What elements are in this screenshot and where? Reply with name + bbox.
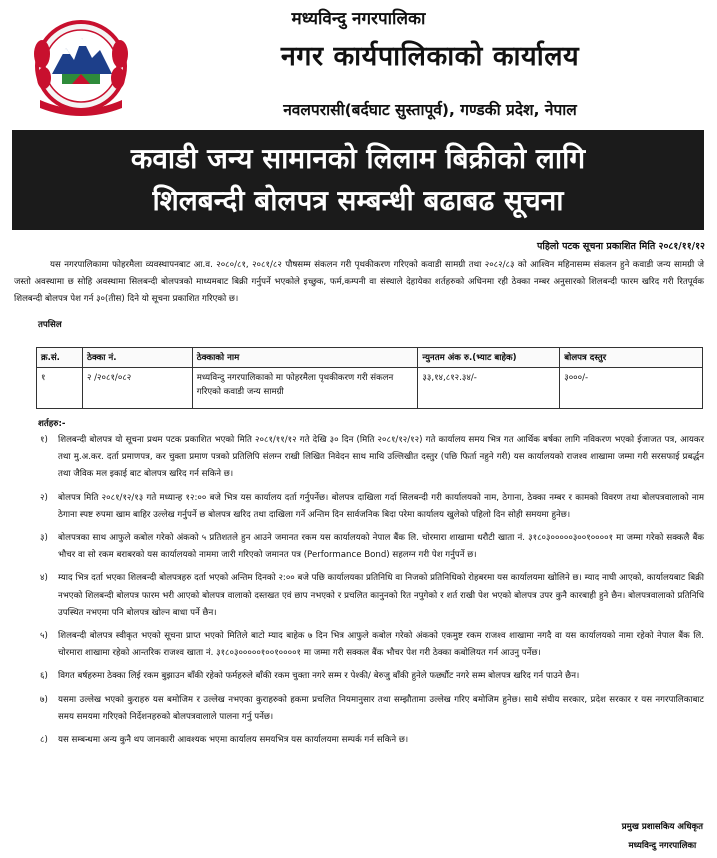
list-item (14, 530, 704, 564)
list-item (14, 692, 704, 726)
list-item (14, 570, 704, 622)
condition-text: यस सम्बन्धमा अन्य कुनै थप जानकारी आवश्यक भएमा कार्यालय समयभित्र यस कार्यालयमा सम्पर्क गर्न सकिने छ। (58, 735, 409, 746)
table-header-cell: ठेक्काको नाम (192, 348, 418, 368)
office-title: नगर कार्यपालिकाको कार्यालय (280, 41, 580, 72)
table-header-cell: बोलपत्र दस्तुर (560, 348, 703, 368)
signatory-title: प्रमुख प्रशासकिय अधिकृत (621, 822, 703, 832)
intro-paragraph: यस नगरपालिकामा फोहरमैला व्यवस्थापनबाट आ.व. २०८०/८१, २०८१/८२ पौषसम्म संकलन गरी पृथकीकरण गरिएको कवाडी सामग्री तथा २०८२/८३ को आश्विन महिनासम्म संकलन हुने कवाडी जन्य सामग्री जे जस्तो अवस्थामा छ सोहि अवस्थामा सिलबन्दी बोलपत्रको माध्यमबाट बिक्री गर्नुपर्ने भएकोले इच्छुक, फर्म,कम्पनी वा संस्थाले देहायेका शर्तहरुको अधिनमा रही ठेक्का नम्बर अनुसारको शिलबन्दी फारम खरिद गरी रितपूर्वक शिलबन्दी बोलपत्र पेश गर्न ३०(तीस) दिने यो सूचना प्रकाशित गरिएको छ। (14, 260, 704, 304)
condition-text: बोलपत्रका साथ आफुले कबोल गरेको अंकको ५ प्रतिशतले हुन आउने जमानत रकम यस कार्यालयको नेपाल बैंक लि. चोरमारा शाखामा धरौटी खाता नं. ३१८०३०००००३००१००००१ मा जम्मा गरेको सक्कलै बैंक भौचर वा सो रकम बराबरको यस कार्यालयको नाममा जारी गरिएको जमानत पत्र (Performance Bond) सहलग्न गरी पेश गर्नुपर्ने छ। (58, 533, 704, 561)
publication-date: पहिलो पटक सूचना प्रकाशित मिति २०८१/११/१२ (537, 241, 705, 252)
condition-text: म्याद भित्र दर्ता भएका शिलबन्दी बोलपत्रहरु दर्ता भएको अन्तिम दिनको २:०० बजे पछि कार्यालयका प्रतिनिधि वा निजको प्रतिनिधिको रोहबरमा यस कार्यालयमा खोलिने छ। म्याद नाघी आएको, कार्यालयबाट बिक्री नभएको शिलबन्दी बोलपत्र फारम भरी आएको बोलपत्र वालाको दस्तखत एवं छाप नभएको र प्रचलित कानुनको रित नपुगेको र शर्त राखी पेश भएको बोलपत्र उपर कुनै कारबाही हुने छैन। बोलपत्रवालाको प्रतिनिधि उपस्थित नभएमा पनि बोलपत्र खोल्न बाधा पर्ने छैन। (58, 573, 704, 618)
contract-table (36, 347, 703, 409)
condition-number: ३) (40, 533, 48, 544)
list-item (14, 432, 704, 484)
signature-block (622, 818, 703, 856)
list-item (14, 490, 704, 524)
condition-text: विगत बर्षहरुमा ठेक्का लिई रकम बुझाउन बाँकी रहेको फर्महरुले बाँकी रकम चुक्ता नगरे सम्म र पेश्की/ बेरुजु बाँकी हुनेले फर्छ्यौट नगरे सम्म बोलपत्र खरिद गर्न पाउने छैन। (58, 671, 580, 682)
conditions-list (14, 432, 704, 755)
table-cell: मध्यविन्दु नगरपालिकाको मा फोहरमैला पृथकीकरण गरी संकलन गरिएको कवाडी जन्य सामग्री (192, 368, 418, 409)
condition-number: १) (40, 435, 48, 445)
table-header-cell: क्र.सं. (37, 348, 83, 368)
list-item (14, 732, 704, 749)
condition-text: यसमा उल्लेख भएको कुराहरु यस बमोजिम र उल्लेख नभएका कुराहरुको हकमा प्रचलित नियमानुसार तथा सम्झौतामा उल्लेख गरिए बमोजिम हुनेछ। साथै संघीय सरकार, प्रदेश सरकार र यस नगरपालिकाबाट समय समयमा गरिएको निर्देशनहरुको बोलपत्रवालाले पालना गर्नु पर्नेछ। (58, 694, 704, 722)
municipality-name: मध्यविन्दु नगरपालिका (291, 9, 426, 29)
condition-text: शिलबन्दी बोलपत्र यो सूचना प्रथम पटक प्रकाशित भएको मिति २०८१/११/१२ गते देखि ३० दिन (मिति २०८१/१२/१२) गते कार्यालय समय भित्र गत आर्थिक बर्षका लागि नविकरण भएको ईजाजत पत्र, आयकर तथा मु.अ.कर. दर्ता प्रमाणपत्र, कर चुक्ता प्रमाण पत्रको प्रतिलिपि संलग्न राखी लिखित निवेदन साथ माथि उल्लिखीत दस्तुर (पछि फिर्ता नहुने गरी) यस कार्यालयको राजश्व शाखामा जम्मा गरी सरसफाई प्रबर्द्धन तथा जैविक मल इकाई बाट बोलपत्र खरिद गर्न सकिने छ। (58, 435, 704, 480)
notice-title-line-1: कवाडी जन्य सामानको लिलाम बिक्रीको लागि (130, 142, 586, 175)
office-address: नवलपरासी(बर्दघाट सुस्तापूर्व), गण्डकी प्रदेश, नेपाल (283, 101, 577, 119)
notice-title-banner (12, 130, 704, 230)
table-cell: ३०००/- (560, 368, 703, 409)
signatory-office: मध्यविन्दु नगरपालिका (628, 841, 697, 851)
nepal-emblem-icon (22, 14, 140, 118)
condition-number: ६) (40, 671, 48, 682)
letterhead (0, 0, 717, 125)
condition-number: ८) (40, 735, 48, 746)
table-row (37, 368, 703, 409)
condition-text: शिलबन्दी बोलपत्र स्वीकृत भएको सूचना प्राप्त भएको मितिले बाटो म्याद बाहेक ७ दिन भित्र आफुले कबोल गरेको अंकको एकमुष्ट रकम राजश्व शाखामा नगदै वा यस कार्यालयको नामा रहेको नेपाल बैंक लि. चोरमारा शाखामा रहेको आन्तरिक राजश्व खाता नं. ३१८०३०००००१००१००००१ मा जम्मा गरी सक्कल बैंक भौचर पेश गरी ठेक्का कबोलियत गर्न आउनु पर्नेछ। (58, 631, 704, 659)
condition-number: ७) (40, 694, 48, 705)
table-cell: ३३,१४,८१२.३४/- (418, 368, 560, 409)
table-cell: १ (37, 368, 83, 409)
table-header-cell: ठेक्का नं. (82, 348, 192, 368)
list-item (14, 668, 704, 685)
condition-text: बोलपत्र मिति २०८१/१२/१३ गते मध्यान्ह १२:०० बजे भित्र यस कार्यालय दर्ता गर्नुपर्नेछ। बोलपत्र दाखिला गर्दा सिलबन्दी गरी कार्यालयको नाम, ठेगाना, ठेक्का नम्बर र कामको विवरण तथा बोलपत्रवालाको नाम ठेगाना स्पष्ट रुपमा खाम बाहिर उल्लेख गर्नुपर्ने छ बोलपत्र खरिद तथा दाखिला गर्ने अन्तिम दिन सार्वजनिक बिदा परेमा कार्यालय खुलेको पहिलो दिन सोही समयमा हुनेछ। (58, 492, 704, 520)
table-cell: २ /२०८१/०८२ (82, 368, 192, 409)
condition-number: ५) (40, 631, 48, 642)
table-header-row (37, 348, 703, 368)
list-item (14, 628, 704, 662)
notice-title-line-2: शिलबन्दी बोलपत्र सम्बन्धी बढाबढ सूचना (152, 184, 564, 217)
conditions-heading: शर्तहरु:- (38, 419, 66, 429)
condition-number: २) (40, 492, 48, 503)
table-header-cell: न्युनतम अंक रु.(भ्याट बाहेक) (418, 348, 560, 368)
condition-number: ४) (40, 573, 48, 584)
details-heading: तपसिल (38, 320, 62, 330)
